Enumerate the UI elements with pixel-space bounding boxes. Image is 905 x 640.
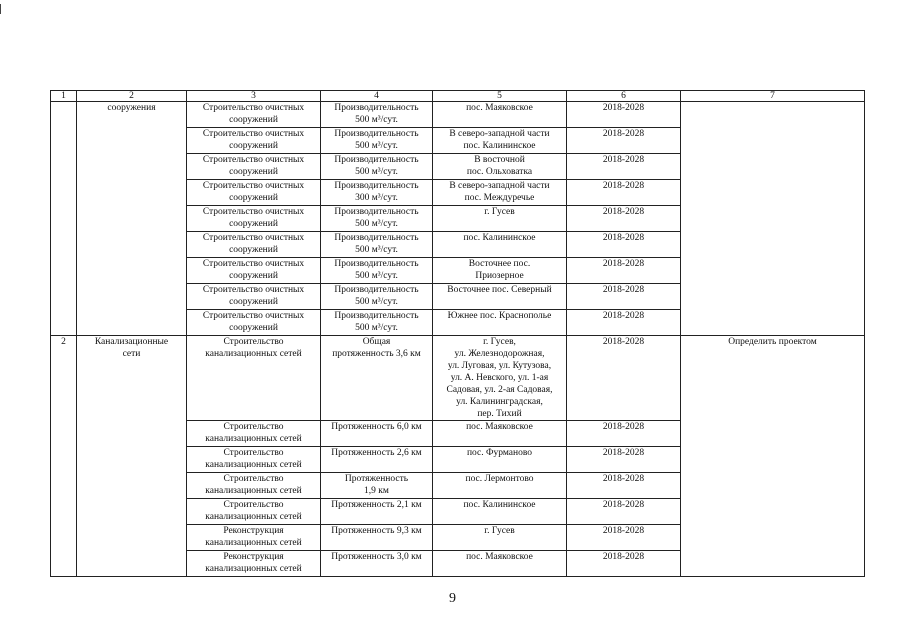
header-col-4: 4	[321, 91, 433, 102]
location-cell: Восточнее пос. Северный	[433, 284, 567, 310]
period-cell: 2018-2028	[567, 128, 681, 154]
row-number-cell	[51, 102, 77, 336]
work-cell: Строительство очистных сооружений	[187, 128, 321, 154]
work-cell: Строительство очистных сооружений	[187, 232, 321, 258]
work-cell: Строительство канализационных сетей	[187, 336, 321, 421]
period-cell: 2018-2028	[567, 447, 681, 473]
page-number: 9	[449, 591, 456, 606]
header-col-3: 3	[187, 91, 321, 102]
period-cell: 2018-2028	[567, 180, 681, 206]
location-cell: пос. Фурманово	[433, 447, 567, 473]
work-cell: Строительство очистных сооружений	[187, 206, 321, 232]
table-row	[51, 336, 865, 421]
period-cell: 2018-2028	[567, 525, 681, 551]
work-cell: Строительство очистных сооружений	[187, 154, 321, 180]
planning-table	[50, 90, 865, 577]
location-cell: Восточнее пос. Приозерное	[433, 258, 567, 284]
location-cell: пос. Лермонтово	[433, 473, 567, 499]
period-cell: 2018-2028	[567, 310, 681, 336]
header-row	[51, 91, 865, 102]
period-cell: 2018-2028	[567, 284, 681, 310]
capacity-cell: Производительность 500 м³/сут.	[321, 102, 433, 128]
capacity-cell: Производительность 500 м³/сут.	[321, 232, 433, 258]
edge-mark	[0, 4, 4, 14]
location-cell: г. Гусев, ул. Железнодорожная, ул. Луговая, ул. Кутузова, ул. А. Невского, ул. 1-ая Садовая, ул. 2-ая Садовая, ул. Калининградская, пер. Тихий	[433, 336, 567, 421]
work-cell: Реконструкция канализационных сетей	[187, 525, 321, 551]
header-col-2: 2	[77, 91, 187, 102]
capacity-cell: Производительность 500 м³/сут.	[321, 154, 433, 180]
note-cell	[681, 102, 865, 336]
period-cell: 2018-2028	[567, 206, 681, 232]
location-cell: пос. Калининское	[433, 232, 567, 258]
row-number-cell: 2	[51, 336, 77, 577]
location-cell: Южнее пос. Краснополье	[433, 310, 567, 336]
work-cell: Реконструкция канализационных сетей	[187, 551, 321, 577]
location-cell: В северо-западной части пос. Междуречье	[433, 180, 567, 206]
location-cell: пос. Маяковское	[433, 551, 567, 577]
period-cell: 2018-2028	[567, 336, 681, 421]
location-cell: г. Гусев	[433, 206, 567, 232]
object-name-cell: сооружения	[77, 102, 187, 336]
period-cell: 2018-2028	[567, 473, 681, 499]
capacity-cell: Производительность 500 м³/сут.	[321, 284, 433, 310]
location-cell: г. Гусев	[433, 525, 567, 551]
table-row	[51, 102, 865, 128]
work-cell: Строительство канализационных сетей	[187, 421, 321, 447]
work-cell: Строительство канализационных сетей	[187, 473, 321, 499]
period-cell: 2018-2028	[567, 421, 681, 447]
capacity-cell: Протяженность 2,1 км	[321, 499, 433, 525]
capacity-cell: Производительность 500 м³/сут.	[321, 258, 433, 284]
work-cell: Строительство очистных сооружений	[187, 258, 321, 284]
location-cell: В северо-западной части пос. Калининское	[433, 128, 567, 154]
period-cell: 2018-2028	[567, 154, 681, 180]
location-cell: В восточной пос. Ольховатка	[433, 154, 567, 180]
header-col-6: 6	[567, 91, 681, 102]
period-cell: 2018-2028	[567, 499, 681, 525]
capacity-cell: Протяженность 1,9 км	[321, 473, 433, 499]
work-cell: Строительство очистных сооружений	[187, 180, 321, 206]
capacity-cell: Протяженность 3,0 км	[321, 551, 433, 577]
period-cell: 2018-2028	[567, 232, 681, 258]
work-cell: Строительство очистных сооружений	[187, 310, 321, 336]
work-cell: Строительство канализационных сетей	[187, 447, 321, 473]
capacity-cell: Производительность 500 м³/сут.	[321, 310, 433, 336]
capacity-cell: Общая протяженность 3,6 км	[321, 336, 433, 421]
location-cell: пос. Калининское	[433, 499, 567, 525]
work-cell: Строительство очистных сооружений	[187, 284, 321, 310]
work-cell: Строительство канализационных сетей	[187, 499, 321, 525]
header-col-5: 5	[433, 91, 567, 102]
note-cell: Определить проектом	[681, 336, 865, 577]
location-cell: пос. Маяковское	[433, 421, 567, 447]
capacity-cell: Производительность 300 м³/сут.	[321, 180, 433, 206]
object-name-cell: Канализационные сети	[77, 336, 187, 577]
period-cell: 2018-2028	[567, 258, 681, 284]
period-cell: 2018-2028	[567, 102, 681, 128]
header-col-1: 1	[51, 91, 77, 102]
capacity-cell: Протяженность 9,3 км	[321, 525, 433, 551]
capacity-cell: Производительность 500 м³/сут.	[321, 128, 433, 154]
header-col-7: 7	[681, 91, 865, 102]
location-cell: пос. Маяковское	[433, 102, 567, 128]
capacity-cell: Протяженность 6,0 км	[321, 421, 433, 447]
capacity-cell: Производительность 500 м³/сут.	[321, 206, 433, 232]
work-cell: Строительство очистных сооружений	[187, 102, 321, 128]
capacity-cell: Протяженность 2,6 км	[321, 447, 433, 473]
period-cell: 2018-2028	[567, 551, 681, 577]
